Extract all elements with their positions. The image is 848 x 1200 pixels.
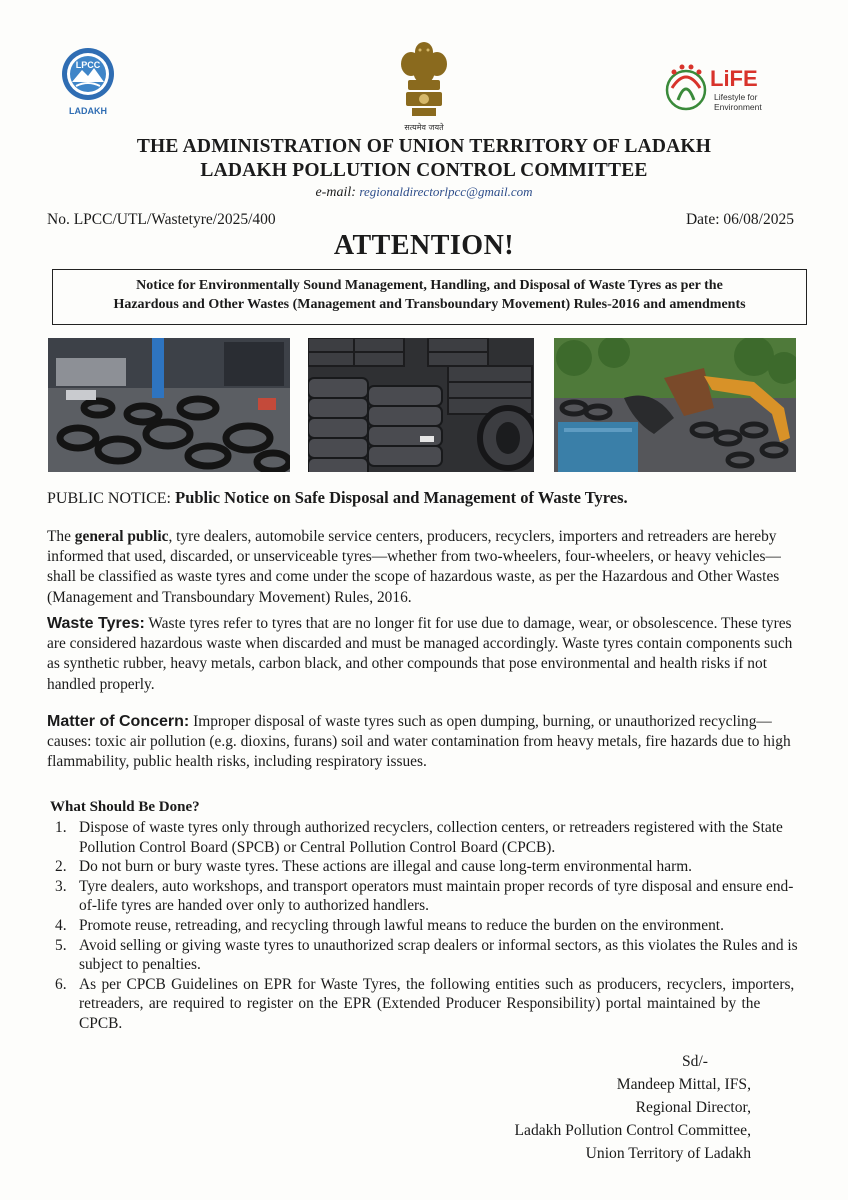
attention-heading: ATTENTION! <box>333 230 515 261</box>
signature-sd: Sd/- <box>682 1053 708 1070</box>
matter-of-concern-paragraph <box>47 712 799 773</box>
general-text: , tyre dealers, automobile service centers, producers, recyclers, importers and retreaders are hereby informed that used, discarded, or unserviceable tyres—whether from two-wheelers, four-wheelers, or heavy vehicles—shall be classified as waste tyres and come under the scope of hazardous waste, as per the Hazardous and Other Wastes (Management and Transboundary Movement) Rules, 2016. <box>47 528 781 606</box>
list-item-number: 2. <box>55 858 67 876</box>
list-item-number: 4. <box>55 916 67 934</box>
signatory-place: Union Territory of Ladakh <box>585 1145 751 1162</box>
emblem-motto: सत्यमेव जयते <box>404 123 444 132</box>
list-item-text: As per CPCB Guidelines on EPR for Waste Tyres, the following entities such as producers, recyclers, importers, retreaders, are required to register on the EPR (Extended Producer Responsibility) portal maintained by the CPCB. <box>79 975 795 1032</box>
notice-subject-line1: Notice for Environmentally Sound Management, Handling, and Disposal of Waste Tyres as per the <box>136 278 723 293</box>
list-item <box>52 857 802 877</box>
list-item-number: 3. <box>55 877 67 895</box>
notice-subject-line2: Hazardous and Other Wastes (Management and Transboundary Movement) Rules-2016 and amendments <box>113 297 746 312</box>
notice-subject-box <box>52 269 807 325</box>
photo-tyre-dump <box>48 338 290 472</box>
notice-date: Date: 06/08/2025 <box>685 211 794 228</box>
signatory-designation: Regional Director, <box>635 1099 751 1116</box>
list-item <box>52 975 802 1034</box>
public-notice-title: Public Notice on Safe Disposal and Management of Waste Tyres. <box>175 488 628 507</box>
waste-tyres-paragraph <box>47 614 799 695</box>
list-item-text: Dispose of waste tyres only through authorized recyclers, collection centers, or retreaders registered with the State Pollution Control Board (SPCB) or Central Pollution Control Board (CPCB). <box>79 819 783 856</box>
list-item-number: 1. <box>55 819 67 836</box>
list-item-text: Avoid selling or giving waste tyres to unauthorized scrap dealers or informal sectors, as this violates the Rules and is subject to penalties. <box>79 936 798 974</box>
administration-title: THE ADMINISTRATION OF UNION TERRITORY OF LADAKH <box>136 136 712 157</box>
list-item-number: 6. <box>55 975 67 993</box>
lpcc-logo-subtext: LADAKH <box>69 106 107 116</box>
committee-title: LADAKH POLLUTION CONTROL COMMITTEE <box>200 160 648 181</box>
list-item <box>52 877 802 916</box>
life-logo-sub2: Environment <box>714 102 762 112</box>
public-notice-heading <box>47 488 628 508</box>
email-line <box>0 184 848 201</box>
list-item-text: Promote reuse, retreading, and recycling through lawful means to reduce the burden on the environment. <box>79 916 724 934</box>
list-item-number: 5. <box>55 936 67 954</box>
list-item-text: Do not burn or bury waste tyres. These actions are illegal and cause long-term environmental harm. <box>79 858 693 876</box>
list-item <box>52 818 802 857</box>
general-public-bold: general public <box>74 528 169 545</box>
list-item <box>52 916 802 936</box>
matter-of-concern-text: Improper disposal of waste tyres such as open dumping, burning, or unauthorized recycling—causes: toxic air pollution (e.g. dioxins, furans) soil and water contamination from heavy metals, fire hazards due to high flammability, public health risks, including respiratory issues. <box>47 713 791 771</box>
signatory-organization: Ladakh Pollution Control Committee, <box>514 1122 751 1139</box>
matter-of-concern-label: Matter of Concern: <box>47 713 190 730</box>
general-lead: The <box>47 528 71 545</box>
email-address: regionaldirectorlpcc@gmail.com <box>359 184 533 199</box>
life-logo-title: LiFE <box>710 66 758 91</box>
waste-tyres-text: Waste tyres refer to tyres that are no longer fit for use due to damage, wear, or obsolescence. These tyres are considered hazardous waste when discarded and must be managed accordingly. Waste tyres contain components such as synthetic rubber, heavy metals, carbon black, and other compounds that pose environmental and health risks if not handled properly. <box>47 615 793 693</box>
general-public-paragraph <box>47 527 799 608</box>
list-item <box>52 936 802 975</box>
public-notice-label: PUBLIC NOTICE: <box>47 490 171 507</box>
signature-block <box>515 1050 752 1165</box>
reference-number: No. LPCC/UTL/Wastetyre/2025/400 <box>47 211 276 228</box>
signatory-name: Mandeep Mittal, IFS, <box>616 1076 751 1093</box>
what-should-be-done-heading: What Should Be Done? <box>50 799 200 815</box>
list-item-text: Tyre dealers, auto workshops, and transport operators must maintain proper records of tyre disposal and ensure end-of-life tyres are handed over only to authorized handlers. <box>79 877 794 915</box>
national-emblem-logo <box>394 36 454 134</box>
email-label: e-mail: <box>315 185 356 200</box>
life-logo <box>664 60 780 118</box>
action-steps-list <box>52 818 802 1034</box>
photo-tyre-stacks <box>308 338 534 472</box>
life-logo-sub1: Lifestyle for <box>714 92 758 102</box>
photo-excavator-tyres <box>554 338 796 472</box>
lpcc-logo-text: LPCC <box>75 60 101 70</box>
waste-tyres-label: Waste Tyres: <box>47 615 145 632</box>
lpcc-logo <box>58 44 118 120</box>
